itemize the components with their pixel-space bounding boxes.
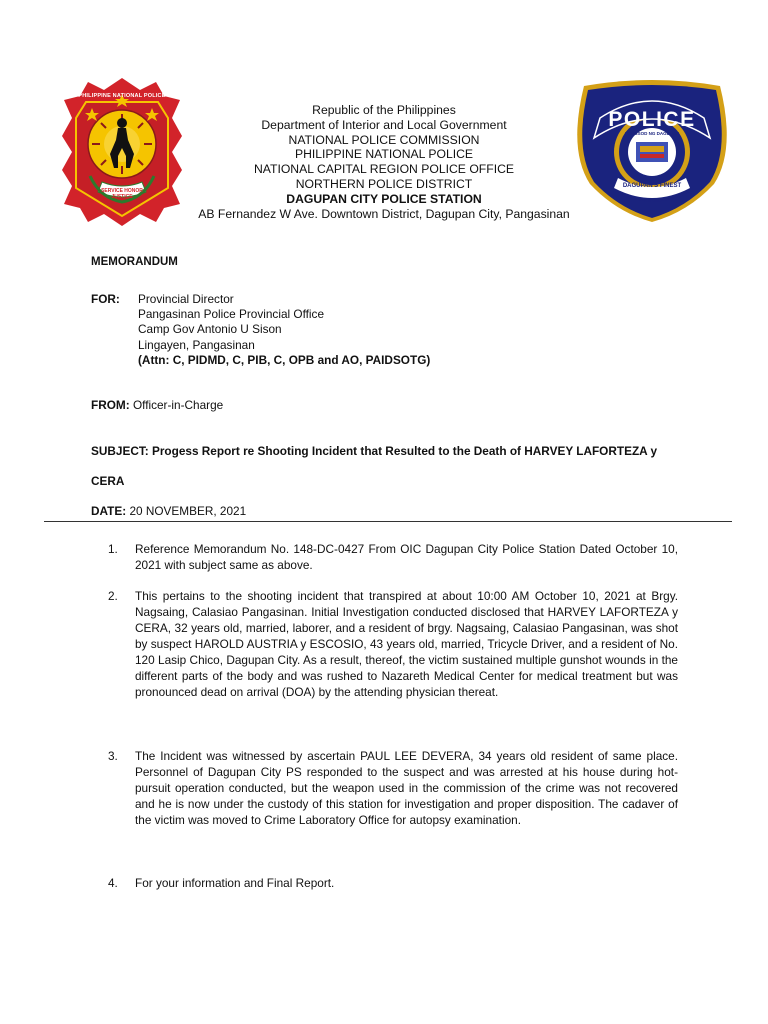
item-text: For your information and Final Report.	[135, 876, 335, 890]
subject-line: SUBJECT: Progess Report re Shooting Incident that Resulted to the Death of HARVEY LAFORTEZA y	[91, 444, 658, 458]
badge-ribbon-text: DAGUPAN'S FINEST	[622, 183, 682, 189]
date-value: 20 NOVEMBER, 2021	[126, 504, 247, 518]
recipient-line: Lingayen, Pangasinan	[138, 337, 255, 352]
date-line	[91, 504, 246, 518]
station-name: DAGUPAN CITY POLICE STATION	[286, 191, 482, 206]
item-number: 3.	[108, 749, 118, 763]
from-label: FROM:	[91, 398, 130, 412]
divider	[44, 521, 732, 522]
pnp-seal-banner-text: SERVICE HONOR JUSTICE	[101, 188, 143, 200]
item-text: This pertains to the shooting incident that transpired at about 10:00 AM October 10, 2021 at Brgy. Nagsaing, Calasiao Pangasinan. Initial Investigation conducted disclosed that HARVEY LAFORTEZA y CERA, 32 years old, married, laborer, and a resident of brgy. Nagsaing, Calasiao Pangasinan, was shot by suspect HAROLD AUSTRIA y ESCOSIO, 43 years old, married, Tricycle Driver, and a resident of No. 120 Lasip Chico, Dagupan City. As a result, thereof, the victim sustained multiple gunshot wounds in the different parts of the body and was rushed to Nazareth Medical Center for medical treatment but was pronounced dead on arrival (DOA) by the attending physician thereat.	[135, 589, 678, 699]
item-number: 2.	[108, 589, 118, 603]
header-line: Republic of the Philippines	[312, 103, 456, 117]
from-line	[91, 398, 223, 412]
item-number: 4.	[108, 876, 118, 890]
item-text: Reference Memorandum No. 148-DC-0427 From OIC Dagupan City Police Station Dated October 10, 2021 with subject same as above.	[135, 542, 678, 572]
dagupan-police-badge-icon	[570, 80, 734, 224]
header-line: PHILIPPINE NATIONAL POLICE	[294, 147, 474, 162]
pnp-seal-icon	[60, 78, 184, 226]
attn-line: (Attn: C, PIDMD, C, PIB, C, OPB and AO, PAIDSOTG)	[138, 352, 431, 367]
date-label: DATE:	[91, 504, 127, 518]
for-recipient	[138, 292, 430, 368]
subject-line: CERA	[91, 474, 125, 488]
pnp-seal-top-text: PHILIPPINE NATIONAL POLICE	[78, 93, 166, 99]
for-label: FOR:	[91, 292, 120, 306]
header-line: Department of Interior and Local Government	[261, 117, 507, 132]
header-line: NATIONAL POLICE COMMISSION	[288, 132, 480, 147]
letterhead	[180, 103, 588, 221]
from-value: Officer-in-Charge	[129, 398, 224, 412]
recipient-line: Camp Gov Antonio U Sison	[138, 322, 282, 337]
recipient-line: Pangasinan Police Provincial Office	[138, 307, 325, 322]
item-text: The Incident was witnessed by ascertain PAUL LEE DEVERA, 34 years old resident of same place. Personnel of Dagupan City PS responded to the suspect and was arrested at his house during hot-pursuit operation conducted, but the weapon used in the commission of the crime was not recovered and he is now under the custody of this station for investigation and proper disposition. The cadaver of the victim was moved to Crime Laboratory Office for autopsy examination.	[135, 749, 678, 827]
memo-title: MEMORANDUM	[91, 256, 178, 268]
header-line: NATIONAL CAPITAL REGION POLICE OFFICE	[253, 162, 515, 177]
badge-ring-text: LUNGSOD NG DAGUPAN	[624, 131, 680, 136]
recipient-line: Provincial Director	[138, 292, 234, 306]
header-line: NORTHERN POLICE DISTRICT	[295, 176, 473, 191]
subject	[91, 436, 671, 496]
item-number: 1.	[108, 542, 118, 556]
station-address: AB Fernandez W Ave. Downtown District, Dagupan City, Pangasinan	[198, 206, 570, 221]
badge-word: POLICE	[608, 108, 696, 131]
